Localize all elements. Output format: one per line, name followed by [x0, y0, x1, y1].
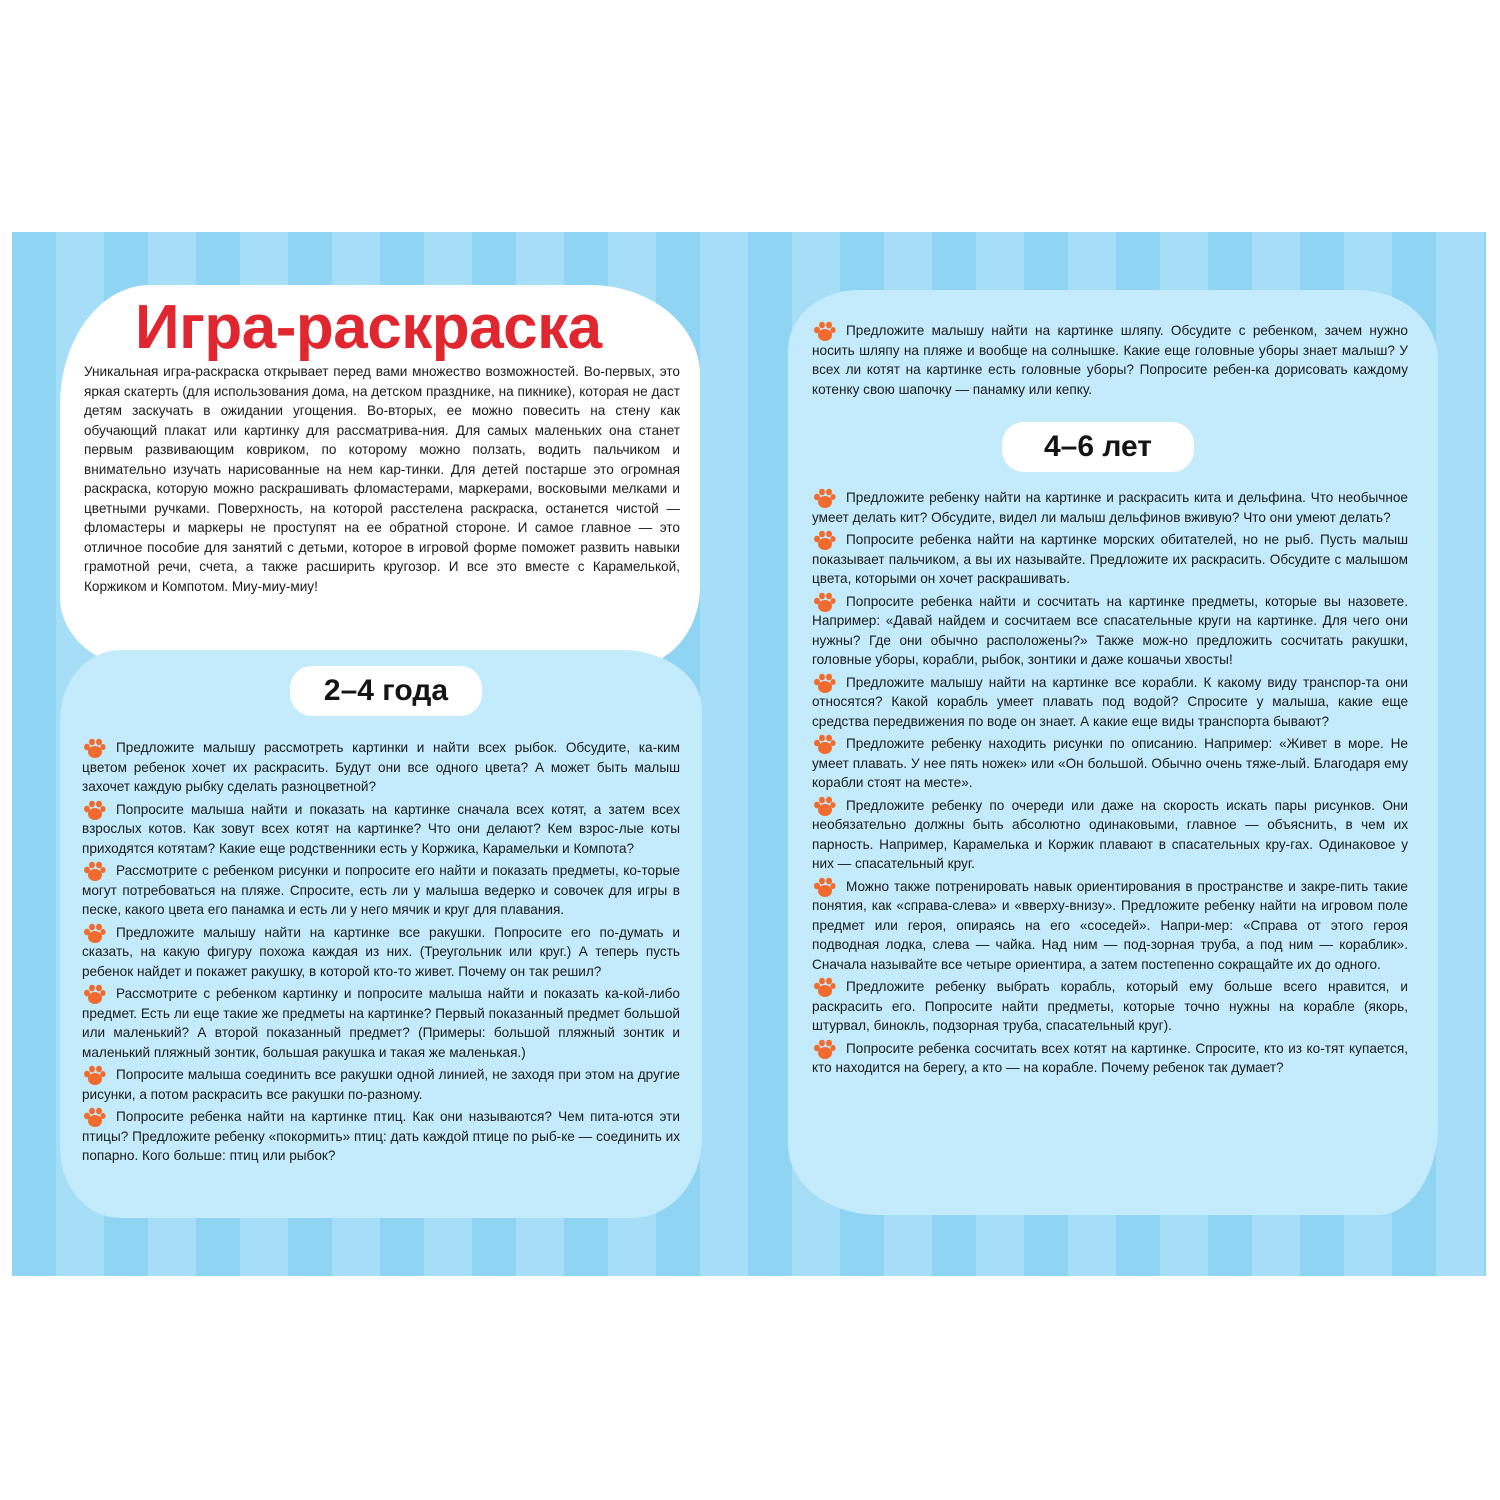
age-heading-4-6: 4–6 лет: [1002, 422, 1194, 472]
page-title: Игра-раскраска: [135, 293, 602, 362]
list-item: [812, 877, 1408, 975]
paw-icon: [812, 733, 836, 755]
paw-icon: [812, 672, 836, 694]
list-item: [82, 1107, 680, 1166]
paw-icon: [812, 529, 836, 551]
age-heading-2-4: 2–4 года: [290, 666, 482, 716]
list-item-text: Попросите ребенка найти на картинке птиц. Как они называются? Чем пита-ются эти птицы? Предложите ребенку «покормить» птиц: дать каждой птице по рыб-ке — соединить их попарно. Кого больше: птиц или рыбок?: [82, 1109, 680, 1163]
list-item: [812, 321, 1408, 399]
list-item: [82, 1065, 680, 1104]
list-item-text: Можно также потренировать навык ориентирования в пространстве и закре-пить такие понятия, как «справа-слева» и «вверху-внизу». Предложите ребенку найти на игровом поле предмет или героя, опираясь на его «соседей». Напри-мер: «Справа от этого героя подводная лодка, слева — чайка. Над ним — под-зорная труба, а под ним — кораблик». Сначала называйте все четыре ориентира, а затем постепенно сокращайте их до одного.: [812, 878, 1408, 972]
list-item: [812, 977, 1408, 1036]
list-item-text: Попросите ребенка найти на картинке морских обитателей, но не рыб. Пусть малыш показывает пальчиком, а вы их называйте. Предложите их раскрасить. Обсудите с малышом цвета, которыми он хочет раскрашивать.: [812, 532, 1408, 586]
list-item-text: Предложите малышу найти на картинке все ракушки. Попросите его по-думать и сказать, на какую фигуру похожа каждая из них. (Треугольник или круг.) А теперь пусть ребенок найдет и покажет ракушку, в которой кто-то живет. Почему он так решил?: [82, 924, 680, 979]
paw-icon: [82, 737, 106, 759]
list-item-text: Предложите малышу рассмотреть картинки и найти всех рыбок. Обсудите, ка-ким цветом ребенок хочет их раскрасить. Будут они все одного цвета? А может быть малыш захочет каждую рыбку сделать разноцветной?: [82, 740, 680, 794]
list-item-text: Рассмотрите с ребенком картинку и попросите малыша найти и показать ка-кой-либо предмет. Есть ли еще такие же предметы на картинке? Первый показанный предмет большой или маленький? А второй показанный предмет? (Примеры: большой пляжный зонтик и маленький пляжный зонтик, большая ракушка и такая же маленькая.): [82, 986, 680, 1060]
paw-icon: [812, 976, 836, 998]
list-item-text: Предложите ребенку по очереди или даже на скорость искать пары рисунков. Они необязательно должны быть абсолютно одинаковыми, главное — объяснить, в чем их парность. Например, Карамелька и Коржик плавают в спасательных кру-гах. Одинаковое у них — спасательный круг.: [812, 797, 1408, 871]
list-item: [82, 800, 680, 859]
list-item: [812, 673, 1408, 732]
list-item-text: Предложите малышу найти на картинке все корабли. К какому виду транспор-та они относятся? Какой корабль умеет плавать под водой? Спросите у малыша, какие еще средства передвижения по воде он знает. А какие еще виды транспорта бывают?: [812, 674, 1408, 729]
list-item-text: Предложите ребенку найти на картинке и раскрасить кита и дельфина. Что необычное умеет делать кит? Обсудите, видел ли малыш дельфинов вживую? Что они умеют делать?: [812, 490, 1408, 525]
list-item: [812, 488, 1408, 527]
list-item-text: Попросите малыша найти и показать на картинке сначала всех котят, а затем всех взрослых котов. Как зовут всех котят на картинке? Что они делают? Кем взрос-лые коты приходятся котятам? Какие еще родственники есть у Коржика, Карамельки и Компота?: [82, 801, 680, 856]
list-item-text: Попросите ребенка найти и сосчитать на картинке предметы, которые вы назовете. Например: «Давай найдем и сосчитаем все спасательные круги на картинке. Для чего они нужны? Где они обычно расположены?» Также мож-но предложить сосчитать ракушки, головные уборы, корабли, рыбок, зонтики и даже кошачьи хвосты!: [812, 593, 1408, 667]
paw-icon: [812, 795, 836, 817]
paw-icon: [82, 983, 106, 1005]
paw-icon: [82, 922, 106, 944]
paw-icon: [82, 860, 106, 882]
list-item: [82, 984, 680, 1062]
list-item: [82, 738, 680, 797]
list-item: [812, 796, 1408, 874]
list-top-right: [812, 321, 1408, 402]
paw-icon: [812, 487, 836, 509]
list-4-6: [812, 488, 1408, 1081]
list-item-text: Попросите малыша соединить все ракушки одной линией, не заходя при этом на другие рисунки, а потом раскрасить все ракушки по-разному.: [82, 1067, 680, 1102]
paw-icon: [812, 1038, 836, 1060]
list-item: [82, 861, 680, 920]
list-item: [82, 923, 680, 982]
list-item: [812, 530, 1408, 589]
list-item-text: Попросите ребенка сосчитать всех котят на картинке. Спросите, кто из ко-тят купается, кто находится на берегу, а кто — на корабле. Почему ребенок так думает?: [812, 1040, 1408, 1075]
list-item: [812, 592, 1408, 670]
list-item-text: Предложите ребенку выбрать корабль, который ему больше всего нравится, и раскрасить его. Попросите найти предметы, которые точно нужны на корабле (якорь, штурвал, бинокль, подзорная труба, спасательный круг).: [812, 979, 1408, 1033]
paw-icon: [82, 1064, 106, 1086]
paw-icon: [82, 799, 106, 821]
paw-icon: [812, 320, 836, 342]
paw-icon: [812, 591, 836, 613]
paw-icon: [812, 876, 836, 898]
paw-icon: [82, 1106, 106, 1128]
list-item: [812, 1039, 1408, 1078]
list-item-text: Предложите ребенку находить рисунки по описанию. Например: «Живет в море. Не умеет плавать. У нее пять ножек» или «Он большой. Обычно очень тяже-лый. Благодаря ему корабли стоят на месте».: [812, 736, 1408, 790]
list-item-text: Предложите малышу найти на картинке шляпу. Обсудите с ребенком, зачем нужно носить шляпу на пляже и вообще на солнышке. Какие еще головные уборы знает малыш? У всех ли котят на картинке есть головные уборы? Попросите ребен-ка дорисовать каждому котенку свою шапочку — панамку или кепку.: [812, 323, 1408, 397]
intro-paragraph: Уникальная игра-раскраска открывает перед вами множество возможностей. Во-первых, это яркая скатерть (для использования дома, на детском празднике, на пикнике), которая не даст детям заскучать в ожидании угощения. Во-вторых, ее можно повесить на стену как обучающий плакат или картинку для рассматрива-ния. Для самых маленьких она станет первым развивающим ковриком, по которому можно ползать, водить пальчиком и внимательно изучать нарисованные на нем кар-тинки. Для детей постарше это огромная раскраска, которую можно раскрашивать фломастерами, маркерами, восковыми мелками и цветными ручками. Поверхность, на которой расстелена раскраска, останется чистой — фломастеры и маркеры не проступят на ее обратной стороне. И самое главное — это отличное пособие для занятий с детьми, которое в игровой форме поможет развить навыки грамотной речи, счета, а также расширить кругозор. И все это вместе с Карамелькой, Коржиком и Компотом. Миу-миу-миу!: [84, 364, 680, 594]
list-item-text: Рассмотрите с ребенком рисунки и попросите его найти и показать предметы, ко-торые могут потребоваться на пляже. Спросите, есть ли у малыша ведерко и совочек для игры в песке, какого цвета его панамка и есть ли у него мячик и круг для плавания.: [82, 863, 680, 917]
list-item: [812, 734, 1408, 793]
list-2-4: [82, 738, 680, 1169]
